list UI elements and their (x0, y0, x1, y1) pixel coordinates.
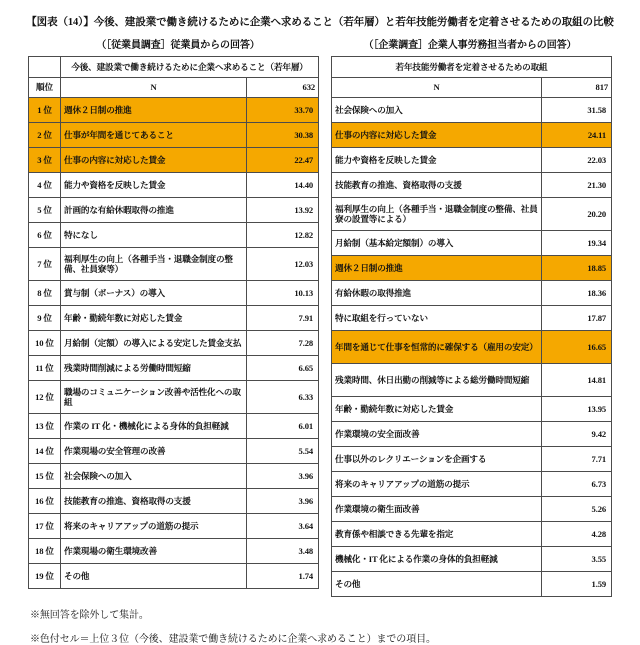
rank-cell: 2 位 (29, 123, 61, 148)
right-panel-subtitle: （［企業調査］企業人事労務担当者からの回答） (363, 40, 577, 52)
table-row (332, 497, 612, 522)
rank-cell: 5 位 (29, 198, 61, 223)
table-row (332, 231, 612, 256)
item-cell: その他 (332, 572, 542, 597)
value-cell: 30.38 (247, 123, 319, 148)
rank-cell: 9 位 (29, 306, 61, 331)
table-row (29, 148, 319, 173)
table-row (29, 248, 319, 281)
right-header-title: 若年技能労働者を定着させるための取組 (332, 57, 612, 78)
left-table-head (29, 57, 319, 98)
left-table-body (29, 98, 319, 589)
item-cell: 福利厚生の向上（各種手当・退職金制度の整備、社員寮等） (61, 248, 247, 281)
value-cell: 16.65 (542, 331, 612, 364)
item-cell: 仕事以外のレクリエーションを企画する (332, 447, 542, 472)
item-cell: 機械化・IT 化による作業の身体的負担軽減 (332, 547, 542, 572)
item-cell: 賞与制（ボーナス）の導入 (61, 281, 247, 306)
item-cell: 教育係や相談できる先輩を指定 (332, 522, 542, 547)
item-cell: 年齢・勤続年数に対応した賃金 (61, 306, 247, 331)
value-cell: 9.42 (542, 422, 612, 447)
item-cell: 特になし (61, 223, 247, 248)
rank-cell: 10 位 (29, 331, 61, 356)
rank-cell: 11 位 (29, 356, 61, 381)
table-row (332, 547, 612, 572)
table-row (29, 381, 319, 414)
item-cell: 社会保険への加入 (332, 98, 542, 123)
table-row (332, 364, 612, 397)
item-cell: 年間を通じて仕事を恒常的に確保する（雇用の安定） (332, 331, 542, 364)
table-row (332, 422, 612, 447)
table-row (332, 123, 612, 148)
value-cell: 5.26 (542, 497, 612, 522)
value-cell: 4.28 (542, 522, 612, 547)
value-cell: 3.96 (247, 489, 319, 514)
right-table-wrapper (331, 56, 612, 597)
value-cell: 24.11 (542, 123, 612, 148)
value-cell: 6.33 (247, 381, 319, 414)
rank-cell: 4 位 (29, 173, 61, 198)
value-cell: 14.40 (247, 173, 319, 198)
item-cell: 特に取組を行っていない (332, 306, 542, 331)
item-cell: 福利厚生の向上（各種手当・退職金制度の整備、社員寮の設置等による） (332, 198, 542, 231)
table-row (332, 148, 612, 173)
table-row (332, 397, 612, 422)
table-row (29, 464, 319, 489)
item-cell: 有給休暇の取得推進 (332, 281, 542, 306)
rank-cell: 8 位 (29, 281, 61, 306)
table-row (29, 564, 319, 589)
item-cell: 残業時間、休日出勤の削減等による総労働時間短縮 (332, 364, 542, 397)
table-row (29, 198, 319, 223)
right-n-label: N (332, 78, 542, 98)
value-cell: 3.96 (247, 464, 319, 489)
table-row (29, 539, 319, 564)
note-1: ※無回答を除外して集計。 (30, 610, 149, 622)
right-table-header-row (332, 57, 612, 78)
table-row (332, 472, 612, 497)
page-title: 【図表（14）】今後、建設業で働き続けるために企業へ求めること（若年層）と若年技能労働者を定着させるための取組の比較 (26, 17, 614, 28)
item-cell: 将来のキャリアアップの道筋の提示 (61, 514, 247, 539)
employee-survey-table (28, 56, 319, 589)
value-cell: 1.74 (247, 564, 319, 589)
value-cell: 1.59 (542, 572, 612, 597)
item-cell: 月給制（基本給定額制）の導入 (332, 231, 542, 256)
table-row (29, 439, 319, 464)
table-row (29, 331, 319, 356)
value-cell: 17.87 (542, 306, 612, 331)
rank-cell: 17 位 (29, 514, 61, 539)
item-cell: 将来のキャリアアップの道筋の提示 (332, 472, 542, 497)
rank-cell: 7 位 (29, 248, 61, 281)
value-cell: 3.64 (247, 514, 319, 539)
value-cell: 22.03 (542, 148, 612, 173)
rank-cell: 6 位 (29, 223, 61, 248)
note-2: ※色付セル＝上位３位（今後、建設業で働き続けるために企業へ求めること）までの項目。 (30, 634, 436, 645)
table-row (29, 306, 319, 331)
value-cell: 7.91 (247, 306, 319, 331)
value-cell: 13.95 (542, 397, 612, 422)
rank-cell: 16 位 (29, 489, 61, 514)
left-rank-column-label: 順位 (29, 78, 61, 98)
item-cell: 月給制（定額）の導入による安定した賃金支払 (61, 331, 247, 356)
subtitle-row (0, 36, 640, 51)
value-cell: 7.71 (542, 447, 612, 472)
rank-cell: 18 位 (29, 539, 61, 564)
value-cell: 6.73 (542, 472, 612, 497)
item-cell: 能力や資格を反映した賃金 (332, 148, 542, 173)
item-cell: 能力や資格を反映した賃金 (61, 173, 247, 198)
item-cell: 年齢・勤続年数に対応した賃金 (332, 397, 542, 422)
value-cell: 7.28 (247, 331, 319, 356)
left-panel-subtitle: （［従業員調査］従業員からの回答） (96, 40, 260, 52)
item-cell: 作業環境の衛生面改善 (332, 497, 542, 522)
value-cell: 3.55 (542, 547, 612, 572)
item-cell: 職場のコミュニケーション改善や活性化への取組 (61, 381, 247, 414)
value-cell: 18.85 (542, 256, 612, 281)
table-row (332, 522, 612, 547)
value-cell: 18.36 (542, 281, 612, 306)
right-n-value: 817 (542, 78, 612, 98)
item-cell: 作業現場の安全管理の改善 (61, 439, 247, 464)
notes-section (0, 606, 640, 645)
rank-cell: 15 位 (29, 464, 61, 489)
item-cell: 作業現場の衛生環境改善 (61, 539, 247, 564)
value-cell: 12.82 (247, 223, 319, 248)
rank-cell: 14 位 (29, 439, 61, 464)
item-cell: 技能教育の推進、資格取得の支援 (61, 489, 247, 514)
rank-cell: 19 位 (29, 564, 61, 589)
value-cell: 21.30 (542, 173, 612, 198)
left-table-wrapper (28, 56, 319, 597)
value-cell: 10.13 (247, 281, 319, 306)
item-cell: 計画的な有給休暇取得の推進 (61, 198, 247, 223)
table-row (332, 306, 612, 331)
item-cell: その他 (61, 564, 247, 589)
table-row (332, 173, 612, 198)
table-row (332, 572, 612, 597)
left-header-blank (29, 57, 61, 78)
item-cell: 仕事の内容に対応した賃金 (61, 148, 247, 173)
value-cell: 6.65 (247, 356, 319, 381)
tables-container (0, 56, 640, 597)
value-cell: 20.20 (542, 198, 612, 231)
item-cell: 週休２日制の推進 (61, 98, 247, 123)
table-row (29, 514, 319, 539)
company-survey-table (331, 56, 612, 597)
item-cell: 技能教育の推進、資格取得の支援 (332, 173, 542, 198)
rank-cell: 1 位 (29, 98, 61, 123)
table-row (332, 256, 612, 281)
item-cell: 作業の IT 化・機械化による身体的負担軽減 (61, 414, 247, 439)
table-row (29, 98, 319, 123)
value-cell: 6.01 (247, 414, 319, 439)
table-row (332, 98, 612, 123)
right-table-body (332, 98, 612, 597)
left-table-subheader-row (29, 78, 319, 98)
left-table-header-row (29, 57, 319, 78)
item-cell: 仕事が年間を通じてあること (61, 123, 247, 148)
value-cell: 13.92 (247, 198, 319, 223)
table-row (29, 173, 319, 198)
rank-cell: 12 位 (29, 381, 61, 414)
value-cell: 5.54 (247, 439, 319, 464)
right-table-head (332, 57, 612, 98)
left-n-value: 632 (247, 78, 319, 98)
value-cell: 19.34 (542, 231, 612, 256)
rank-cell: 3 位 (29, 148, 61, 173)
table-row (332, 281, 612, 306)
left-n-label: N (61, 78, 247, 98)
value-cell: 33.70 (247, 98, 319, 123)
item-cell: 社会保険への加入 (61, 464, 247, 489)
table-row (29, 123, 319, 148)
table-row (29, 356, 319, 381)
item-cell: 週休２日制の推進 (332, 256, 542, 281)
value-cell: 22.47 (247, 148, 319, 173)
rank-cell: 13 位 (29, 414, 61, 439)
table-row (332, 331, 612, 364)
table-row (29, 281, 319, 306)
value-cell: 31.58 (542, 98, 612, 123)
item-cell: 作業環境の安全面改善 (332, 422, 542, 447)
table-row (29, 223, 319, 248)
item-cell: 仕事の内容に対応した賃金 (332, 123, 542, 148)
left-header-title: 今後、建設業で働き続けるために企業へ求めること（若年層） (61, 57, 319, 78)
table-row (332, 447, 612, 472)
table-row (332, 198, 612, 231)
item-cell: 残業時間削減による労働時間短縮 (61, 356, 247, 381)
value-cell: 12.03 (247, 248, 319, 281)
table-row (29, 414, 319, 439)
table-row (29, 489, 319, 514)
right-table-subheader-row (332, 78, 612, 98)
value-cell: 14.81 (542, 364, 612, 397)
value-cell: 3.48 (247, 539, 319, 564)
